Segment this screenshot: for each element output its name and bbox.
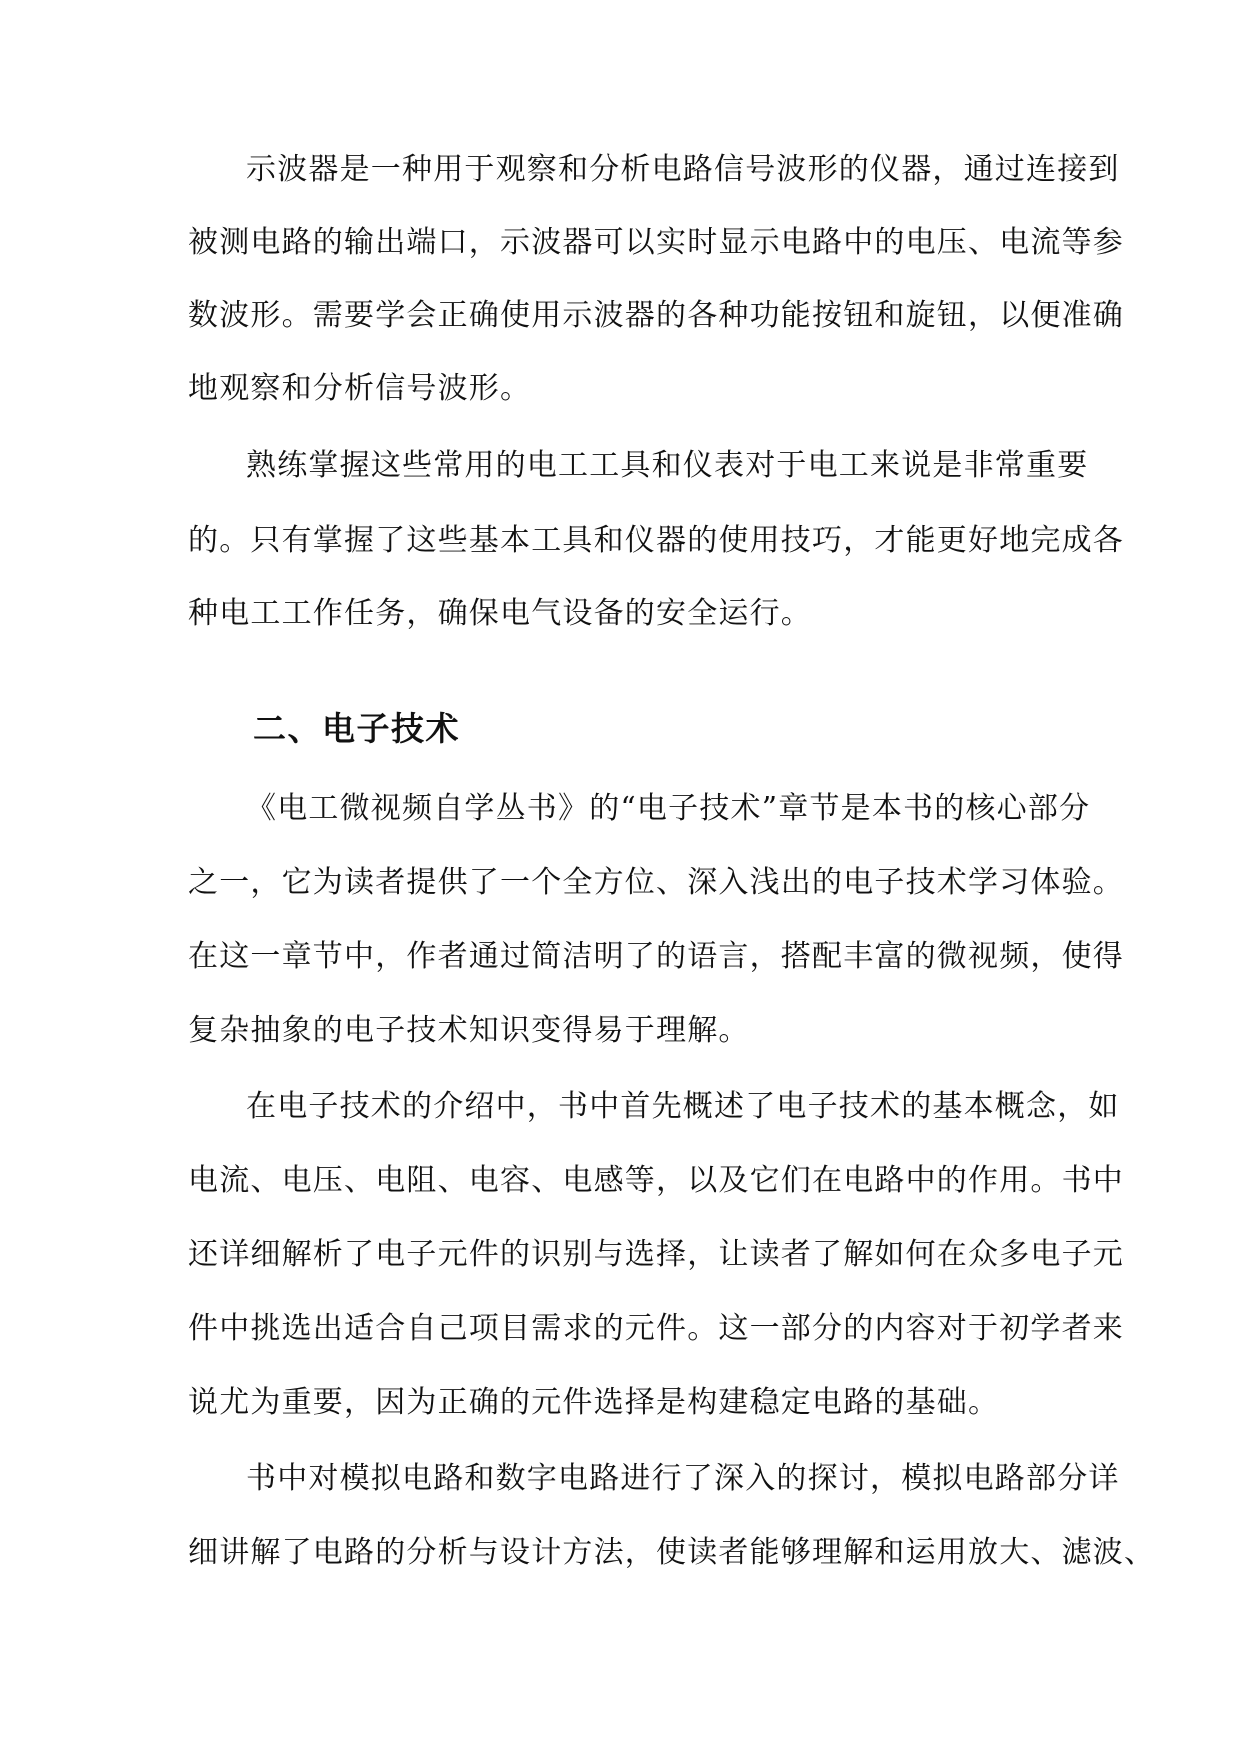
paragraph-line: 种电工工作任务，确保电气设备的安全运行。 bbox=[188, 596, 812, 631]
paragraph-line: 被测电路的输出端口，示波器可以实时显示电路中的电压、电流等参 bbox=[188, 225, 1124, 260]
paragraph-line: 《电工微视频自学丛书》的“电子技术”章节是本书的核心部分 bbox=[246, 791, 1091, 826]
paragraph-line: 还详细解析了电子元件的识别与选择，让读者了解如何在众多电子元 bbox=[188, 1237, 1124, 1272]
paragraph-line: 复杂抽象的电子技术知识变得易于理解。 bbox=[188, 1013, 750, 1048]
paragraph-line: 地观察和分析信号波形。 bbox=[188, 371, 532, 406]
paragraph-line: 细讲解了电路的分析与设计方法，使读者能够理解和运用放大、滤波、 bbox=[188, 1535, 1156, 1570]
paragraph-line: 在这一章节中，作者通过简洁明了的语言，搭配丰富的微视频，使得 bbox=[188, 939, 1124, 974]
paragraph-line: 书中对模拟电路和数字电路进行了深入的探讨，模拟电路部分详 bbox=[246, 1461, 1120, 1496]
paragraph-line: 之一，它为读者提供了一个全方位、深入浅出的电子技术学习体验。 bbox=[188, 865, 1124, 900]
paragraph-line: 电流、电压、电阻、电容、电感等，以及它们在电路中的作用。书中 bbox=[188, 1163, 1124, 1198]
paragraph-line: 说尤为重要，因为正确的元件选择是构建稳定电路的基础。 bbox=[188, 1385, 1000, 1420]
paragraph-line: 的。只有掌握了这些基本工具和仪器的使用技巧，才能更好地完成各 bbox=[188, 523, 1124, 558]
paragraph-line: 示波器是一种用于观察和分析电路信号波形的仪器，通过连接到 bbox=[246, 152, 1120, 187]
section-heading: 二、电子技术 bbox=[253, 709, 460, 748]
paragraph-line: 数波形。需要学会正确使用示波器的各种功能按钮和旋钮，以便准确 bbox=[188, 298, 1124, 333]
paragraph-line: 在电子技术的介绍中，书中首先概述了电子技术的基本概念，如 bbox=[246, 1089, 1120, 1124]
paragraph-line: 熟练掌握这些常用的电工工具和仪表对于电工来说是非常重要 bbox=[246, 448, 1089, 483]
paragraph-line: 件中挑选出适合自己项目需求的元件。这一部分的内容对于初学者来 bbox=[188, 1311, 1124, 1346]
